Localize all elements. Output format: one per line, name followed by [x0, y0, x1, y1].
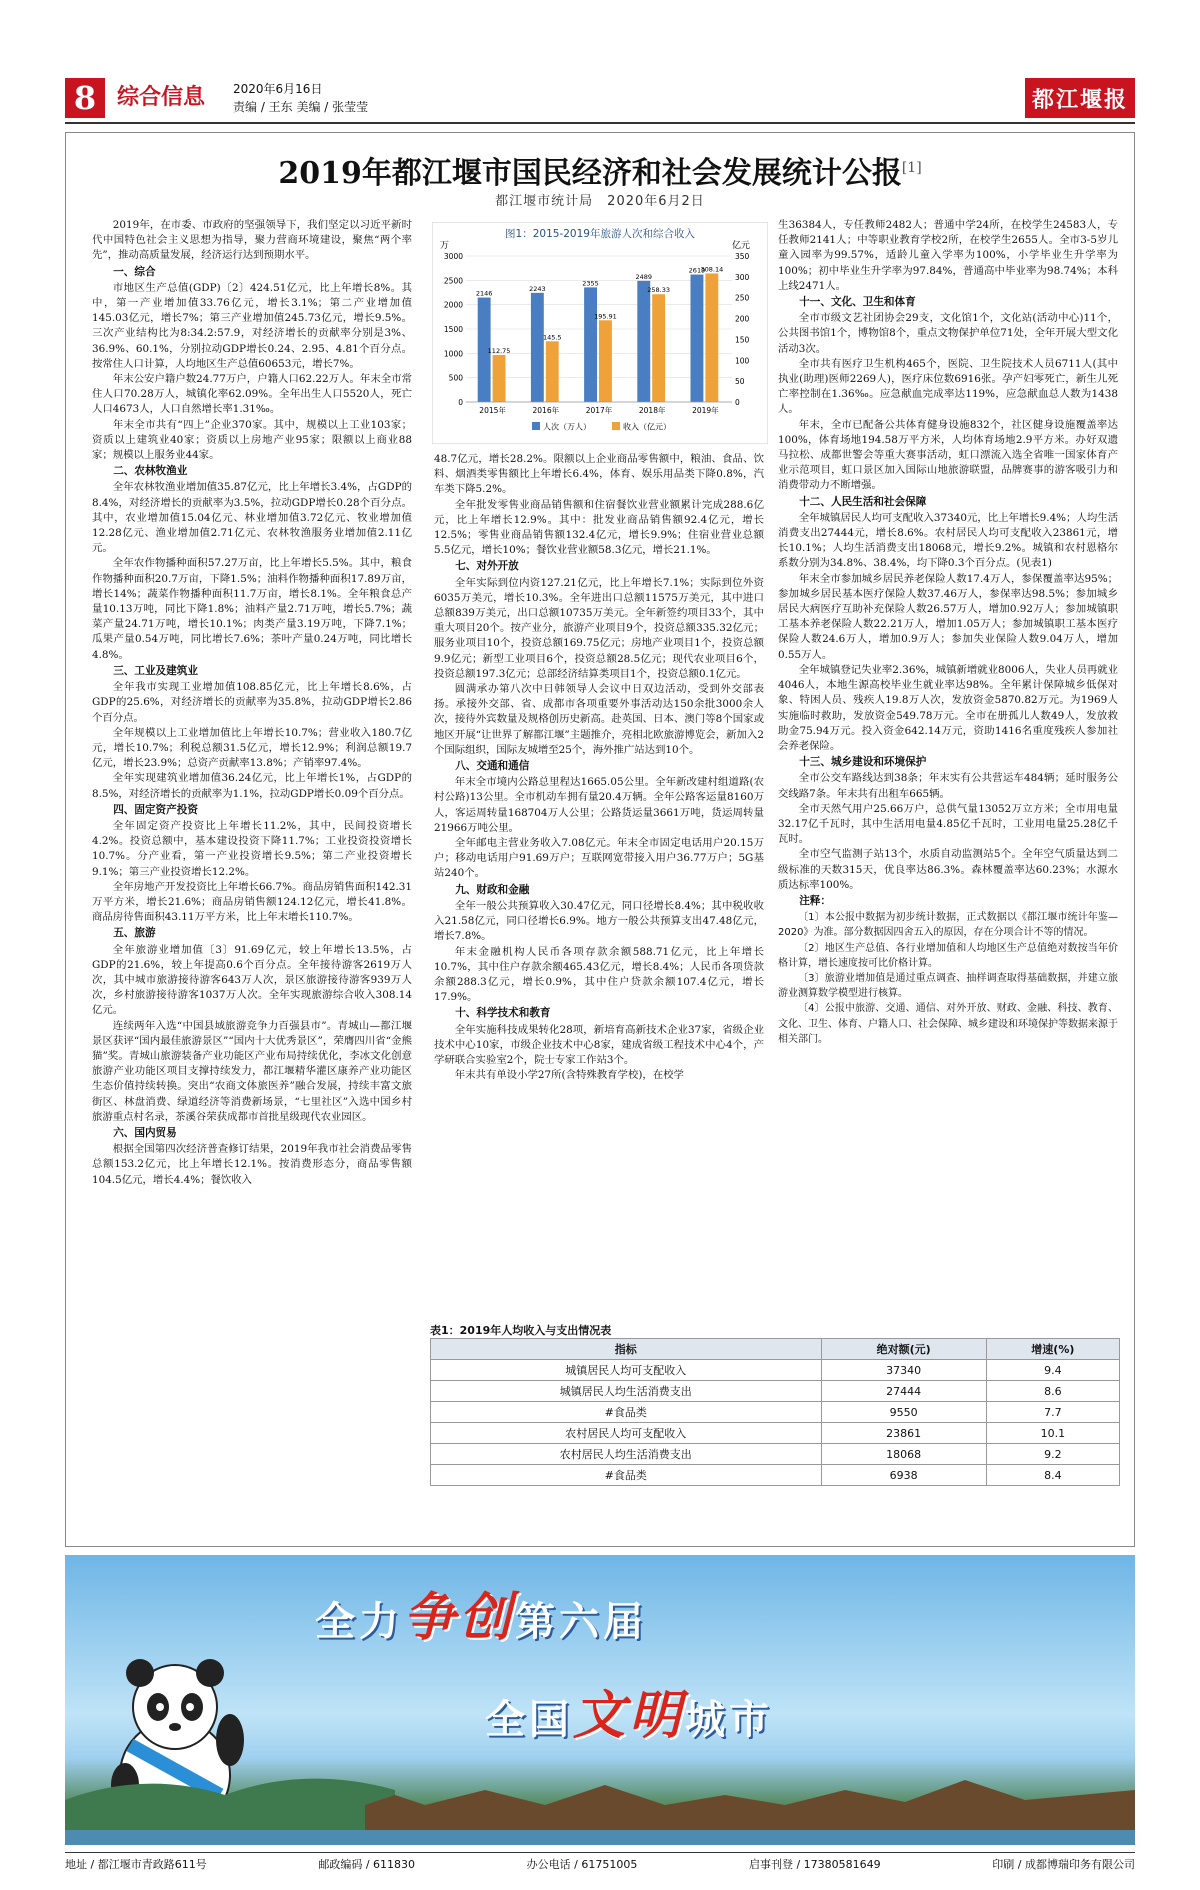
table-cell: 37340 — [821, 1360, 986, 1381]
footer-notice: 启事刊登 / 17380581649 — [748, 1858, 881, 1871]
footnote: 〔3〕旅游业增加值是通过重点调查、抽样调查取得基础数据，并建立旅游业测算数学模型进行核算。 — [778, 972, 1118, 1000]
right-tick-label: 350 — [735, 252, 750, 261]
table-row — [431, 1402, 1120, 1423]
right-unit: 亿元 — [732, 241, 751, 251]
footer-printer: 印刷 / 成都博瑞印务有限公司 — [992, 1858, 1135, 1871]
paragraph: 全年一般公共预算收入30.47亿元，同口径增长8.4%；其中税收收入21.58亿元，同口径增长6.9%。地方一般公共预算支出47.48亿元，增长7.8%。 — [434, 899, 764, 943]
table-cell: 8.4 — [986, 1465, 1119, 1486]
banner-text: 城市 — [685, 1697, 774, 1743]
table-cell: 6938 — [821, 1465, 986, 1486]
table-cell: 9.2 — [986, 1444, 1119, 1465]
paragraph: 年末全市参加城乡居民养老保险人数17.4万人，参保覆盖率达95%；参加城乡居民基本医疗保险人数37.46万人，参保率达98.5%；参加城乡居民大病医疗互助补充保险人数26.57万人，增加0.92万人；参加城镇职工基本养老保险人数22.21万人，增加1.05万人；参加城镇职工基本医疗保险人数24.6万人，增加0.9万人；参加失业保险人数9.04万人，增加0.55万人。 — [778, 572, 1118, 661]
data-label: 2355 — [582, 279, 599, 288]
paragraph: 年末，全市已配备公共体育健身设施832个，社区健身设施覆盖率达100%，体育场地194.58万平方米，人均体育场地2.9平方米。办好双遗马拉松、成都世警会等重大赛事活动，虹口漂流入选全省唯一国家体育产业示范项目，虹口景区加入国际山地旅游联盟，品牌赛事的游客吸引力和消费带动力不断增强。 — [778, 418, 1118, 492]
paragraph: 市地区生产总值(GDP)〔2〕424.51亿元，比上年增长8%。其中，第一产业增加值33.76亿元，增长3.1%；第二产业增加值145.03亿元，增长7%；第三产业增加值245.73亿元，增长9.5%。三次产业结构比为8:34.2:57.9，对经济增长的贡献率分别是3%、36.9%、60.1%，分别拉动GDP增长0.24、2.95、4.81个百分点。按常住人口计算，人均地区生产总值60653元，增长7%。 — [92, 281, 412, 370]
legend-label: 人次（万人） — [543, 422, 591, 432]
right-tick-label: 100 — [735, 356, 750, 366]
left-tick-label: 3000 — [443, 252, 463, 261]
data-label: 2619 — [688, 266, 706, 275]
data-label: 195.91 — [594, 312, 617, 321]
footnote: 〔1〕本公报中数据为初步统计数据，正式数据以《都江堰市统计年鉴—2020》为准。部分数据因四舍五入的原因，存在分项合计不等的情况。 — [778, 912, 1118, 939]
paragraph: 全市天然气用户25.66万户，总供气量13052万立方米；全市用电量32.17亿千瓦时，其中生活用电量4.85亿千瓦时，工业用电量25.28亿千瓦时。 — [778, 802, 1118, 846]
left-tick-label: 2000 — [443, 300, 463, 310]
bar-visitors — [691, 275, 704, 402]
data-label: 2489 — [635, 272, 653, 281]
paragraph: 年末全市境内公路总里程达1665.05公里。全年新改建村组道路(农村公路)13公里。全市机动车拥有量20.4万辆。全年公路客运量8160万人，客运周转量168704万人公里；公路货运量3661万吨，货运周转量21966万吨公里。 — [434, 776, 764, 834]
editors: 责编 / 王东 美编 / 张莹莹 — [233, 100, 369, 114]
table-cell: 10.1 — [986, 1423, 1119, 1444]
category-label: 2018年 — [638, 406, 666, 415]
table-header-cell: 增速(%) — [986, 1339, 1119, 1360]
banner-text: 全力 — [315, 1599, 403, 1645]
paragraph: 全年实现建筑业增加值36.24亿元，比上年增长1%，占GDP的8.5%，对经济增长的贡献率为1.1%，拉动GDP增长0.09个百分点。 — [92, 772, 412, 800]
paragraph: 年末共有单设小学27所(含特殊教育学校)，在校学 — [454, 1069, 684, 1082]
paragraph: 全年规模以上工业增加值比上年增长10.7%；营业收入180.7亿元，增长10.7%；利税总额31.5亿元，增长12.9%；利润总额19.7亿元，增长23.9%；总资产贡献率13.8%；产销率97.4%。 — [92, 726, 412, 770]
right-tick-label: 150 — [735, 335, 750, 345]
section-heading: 十三、城乡建设和环境保护 — [799, 756, 927, 769]
paragraph: 全年邮电主营业务收入7.08亿元。年末全市固定电话用户20.15万户；移动电话用户91.69万户；互联网宽带接入用户36.77万户；5G基站240个。 — [434, 837, 764, 880]
category-label: 2017年 — [585, 406, 613, 415]
civilization-banner — [65, 1555, 1135, 1845]
paragraph: 全年城镇居民人均可支配收入37340元，比上年增长9.4%；人均生活消费支出27444元，增长8.6%。农村居民人均可支配收入23861元，增长10.1%；人均生活消费支出18068元，增长9.2%。城镇和农村恩格尔系数分别为34.8%、38.4%，均下降0.3个百分点。(见表1) — [778, 511, 1118, 570]
bar-income — [599, 320, 612, 402]
text-column-3 — [778, 218, 1118, 1318]
bar-income — [493, 355, 506, 402]
banner-slogan-line1 — [315, 1575, 647, 1650]
title-note: [1] — [901, 160, 922, 176]
left-tick-label: 1000 — [443, 349, 463, 359]
banner-highlight: 争创 — [403, 1588, 516, 1648]
table-cell: 农村居民人均可支配收入 — [431, 1423, 822, 1444]
issue-date: 2020年6月16日 — [233, 82, 323, 96]
bar-visitors — [531, 293, 544, 402]
table-cell: 城镇居民人均生活消费支出 — [431, 1381, 822, 1402]
category-label: 2019年 — [692, 406, 719, 415]
left-unit: 万 — [440, 241, 450, 251]
header-rule — [65, 122, 1135, 124]
bar-income — [652, 294, 665, 402]
left-tick-label: 2500 — [443, 276, 463, 286]
table-cell: 农村居民人均生活消费支出 — [431, 1444, 822, 1465]
paragraph: 圆满承办第八次中日韩领导人会议中日双边活动，受到外交部表扬。承接外交部、省、成都市各项重要外事活动达150余批3000余人次，接待外宾数量及规格创历史新高。赴英国、日本、澳门等8个国家或地区开展“让世界了解都江堰”主题推介，亮相北欧旅游博览会，新加入2个国际组织，国际友城增至25个，海外推广站达到10个。 — [434, 683, 764, 756]
left-tick-label: 500 — [448, 373, 463, 383]
footnote: 〔2〕地区生产总值、各行业增加值和人均地区生产总值绝对数按当年价格计算，增长速度按可比价格计算。 — [778, 942, 1118, 969]
right-tick-label: 200 — [735, 314, 750, 324]
section-heading: 一、综合 — [113, 265, 156, 278]
table-row — [431, 1360, 1120, 1381]
table-cell: 7.7 — [986, 1402, 1119, 1423]
category-label: 2016年 — [532, 406, 560, 415]
table-row — [431, 1381, 1120, 1402]
paragraph: 全年农作物播种面积57.27万亩，比上年增长5.5%。其中，粮食作物播种面积20.7万亩，下降1.5%；油料作物播种面积17.89万亩，增长14%；蔬菜作物播种面积11.7万亩，增长8.1%。全年粮食总产量10.13万吨，同比下降1.8%；油料产量2.71万吨，增长5.7%；蔬菜产量24.71万吨，增长10.1%；肉类产量3.19万吨，下降7.1%；瓜果产量0.54万吨，同比增长7.6%；茶叶产量0.24万吨，同比增长4.8%。 — [92, 557, 412, 661]
text-column-2 — [434, 452, 764, 1320]
text-column-1 — [92, 218, 412, 1538]
bar-visitors — [584, 287, 597, 402]
section-heading: 三、工业及建筑业 — [113, 664, 198, 677]
paragraph: 全市公交车路线达到38条；年末实有公共营运车484辆；延时服务公交线路7条。年末共有出租车665辆。 — [778, 772, 1118, 800]
article-title-text: 2019年都江堰市国民经济和社会发展统计公报 — [278, 156, 902, 191]
table-cell: 27444 — [821, 1381, 986, 1402]
table-row — [431, 1465, 1120, 1486]
paragraph: 全年固定资产投资比上年增长11.2%，其中，民间投资增长4.2%。投资总额中，基本建设投资下降11.7%；工业投资投资增长10.7%。分产业看，第一产业投资增长9.5%；第二产业投资增长9.1%；第三产业投资增长12.2%。 — [92, 819, 412, 878]
paragraph: 全年城镇登记失业率2.36%，城镇新增就业8006人，失业人员再就业4046人，本地生源高校毕业生就业率达98%。全年累计保障城乡低保对象、特困人员、残疾人19.8万人次，发放资金5870.82万元。为1969人实施临时救助，发放资金549.78万元。全市在册孤儿人数49人，发放救助金75.94万元。投入资金642.14万元，资助1416名重度残疾人参加社会养老保险。 — [778, 663, 1118, 752]
bar-visitors — [637, 281, 650, 402]
section-heading: 七、对外开放 — [455, 560, 519, 573]
section-heading: 二、农林牧渔业 — [113, 465, 188, 478]
section-heading: 九、财政和金融 — [455, 883, 530, 896]
chart-title: 图1：2015-2019年旅游人次和综合收入 — [505, 228, 695, 240]
paragraph: 年末全市共有“四上”企业370家。其中，规模以上工业103家；资质以上建筑业40家；资质以上房地产业95家；限额以上商业88家；规模以上服务业44家。 — [92, 418, 412, 462]
paragraph: 年末金融机构人民币各项存款余额588.71亿元，比上年增长10.7%，其中住户存款余额465.43亿元，增长8.4%；人民币各项贷款余额288.3亿元，增长0.9%，其中住户贷款余额107.4亿元，增长17.9%。 — [434, 945, 764, 1004]
section-name: 综合信息 — [117, 85, 206, 110]
section-heading: 六、国内贸易 — [113, 1126, 177, 1139]
paragraph: 全年旅游业增加值〔3〕91.69亿元，较上年增长13.5%，占GDP的21.6%，较上年提高0.6个百分点。全年接待游客2619万人次，其中城市旅游接待游客643万人次，景区旅游接待游客939万人次，乡村旅游接待游客1037万人次。全年实现旅游综合收入308.14亿元。 — [92, 943, 412, 1017]
bar-income — [546, 341, 559, 402]
footer-rule — [65, 1852, 1135, 1853]
article-title — [65, 148, 1135, 192]
table-cell: #食品类 — [431, 1402, 822, 1423]
section-heading: 十一、文化、卫生和体育 — [799, 296, 916, 309]
data-label: 2146 — [475, 289, 493, 298]
banner-text: 第六届 — [515, 1599, 648, 1645]
table-cell: 9.4 — [986, 1360, 1119, 1381]
footer-postcode: 邮政编码 / 611830 — [318, 1858, 416, 1871]
right-tick-label: 250 — [735, 293, 750, 303]
page-footer — [65, 1856, 1135, 1872]
footer-address: 地址 / 都江堰市青政路611号 — [65, 1858, 207, 1871]
footer-phone: 办公电话 / 61751005 — [526, 1858, 638, 1871]
section-heading: 四、固定资产投资 — [113, 803, 198, 816]
left-tick-label: 0 — [458, 398, 463, 407]
table-cell: 23861 — [821, 1423, 986, 1444]
table-header-cell: 指标 — [431, 1339, 822, 1360]
banner-text: 全国 — [485, 1697, 573, 1743]
paragraph: 全年我市实现工业增加值108.85亿元，比上年增长8.6%，占GDP的25.6%，对经济增长的贡献率为35.8%，拉动GDP增长2.86个百分点。 — [92, 681, 412, 724]
right-tick-label: 300 — [735, 272, 750, 282]
bar-income — [705, 273, 718, 402]
table-cell: #食品类 — [431, 1465, 822, 1486]
section-heading: 注释： — [799, 894, 831, 907]
paragraph: 生36384人，专任教师2482人；普通中学24所，在校学生24583人，专任教师2141人；中等职业教育学校2所，在校学生2655人。全市3-5岁儿童入园率为99.57%，适龄儿童入学率为100%，小学毕业生升学率为100%；初中毕业生升学率为97.84%，普通高中毕业率为98.74%；本科上线2471人。 — [778, 219, 1118, 292]
paragraph: 全年农林牧渔业增加值35.87亿元，比上年增长3.4%，占GDP的8.4%，对经济增长的贡献率为3.5%，拉动GDP增长0.28个百分点。其中，农业增加值15.04亿元、林业增加值3.72亿元、牧业增加值12.28亿元、渔业增加值2.71亿元、农林牧渔服务业增加值2.11亿元。 — [92, 481, 412, 555]
paragraph: 连续两年入选“中国县域旅游竞争力百强县市”。青城山—都江堰景区获评“国内最佳旅游景区”“国内十大优秀景区”，荣膺四川省“金熊猫”奖。青城山旅游装备产业功能区产业布局持续优化，李冰文化创意旅游产业功能区项目支撑持续发力，都江堰精华灌区康养产业功能区生态价值持续转换。突出“农商文体旅医养”融合发展，持续丰富文旅街区、林盘消费、绿道经济等消费新场景，“七里社区”入选中国乡村旅游重点村名录，茶溪谷荣获成都市首批星级现代农业园区。 — [92, 1019, 412, 1123]
right-tick-label: 50 — [735, 377, 745, 387]
left-tick-label: 1500 — [443, 325, 463, 334]
legend-swatch — [612, 422, 620, 430]
data-label: 2243 — [529, 284, 546, 293]
table-cell: 城镇居民人均可支配收入 — [431, 1360, 822, 1381]
article-byline: 都江堰市统计局 2020年6月2日 — [495, 194, 705, 209]
data-label: 308.14 — [700, 265, 724, 274]
tourism-chart — [432, 222, 768, 444]
paragraph: 全年批发零售业商品销售额和住宿餐饮业营业额累计完成288.6亿元，比上年增长12.9%。其中：批发业商品销售额92.4亿元，增长12.5%；零售业商品销售额132.4亿元，增长9.9%；住宿业营业总额5.5亿元，增长10%；餐饮业营业额58.3亿元，增长21.1%。 — [434, 498, 764, 557]
right-tick-label: 0 — [735, 398, 740, 407]
paragraph: 全年实际到位内资127.21亿元，比上年增长7.1%；实际到位外资6035万美元，增长10.3%。全年进出口总额11575万美元，其中进口总额839万美元，出口总额10735万美元。全年新签约项目33个，其中重大项目20个。按产业分，旅游产业项目9个，投资总额335.32亿元；服务业项目10个，投资总额169.75亿元；房地产业项目1个，投资总额9.9亿元；新型工业项目6个，投资总额28.5亿元；现代农业项目6个，投资总额197.3亿元；总部经济结算类项目1个，投资总额0.1亿元。 — [434, 576, 764, 680]
masthead-logo: 都江堰报 — [1025, 78, 1135, 118]
footnote: 〔4〕公报中旅游、交通、通信、对外开放、财政、金融、科技、教育、文化、卫生、体育、户籍人口、社会保障、城乡建设和环境保护等数据来源于相关部门。 — [778, 1003, 1118, 1045]
section-heading: 五、旅游 — [113, 927, 156, 940]
table-header-cell: 绝对额(元) — [821, 1339, 986, 1360]
table-row — [431, 1423, 1120, 1444]
paragraph: 根据全国第四次经济普查修订结果，2019年我市社会消费品零售总额153.2亿元，比上年增长12.1%。按消费形态分，商品零售额104.5亿元，增长4.4%；餐饮收入 — [92, 1143, 412, 1186]
table-cell: 8.6 — [986, 1381, 1119, 1402]
paragraph: 全年房地产开发投资比上年增长66.7%。商品房销售面积142.31万平方米，增长21.6%；商品房销售额124.12亿元，增长41.8%。商品房待售面积43.11万平方米，比上年末增长110.7%。 — [92, 880, 412, 924]
paragraph: 48.7亿元，增长28.2%。限额以上企业商品零售额中，粮油、食品、饮料、烟酒类零售额比上年增长6.4%，体育、娱乐用品类下降0.8%，汽车类下降5.2%。 — [434, 453, 764, 496]
section-heading: 十二、人民生活和社会保障 — [799, 495, 927, 508]
banner-slogan-line2 — [485, 1673, 773, 1748]
table-cell: 18068 — [821, 1444, 986, 1465]
paragraph: 2019年，在市委、市政府的坚强领导下，我们坚定以习近平新时代中国特色社会主义思想为指导，聚力营商环境建设，聚焦“两个率先”，推动高质量发展，经济运行达到预期水平。 — [92, 219, 412, 262]
table-row — [431, 1444, 1120, 1465]
legend-label: 收入（亿元） — [623, 422, 671, 432]
page-number: 8 — [65, 78, 105, 118]
paragraph: 全市空气监测子站13个，水质自动监测站5个。全年空气质量达到二级标准的天数315天，优良率达86.3%。森林覆盖率达60.23%；水源水质达标率100%。 — [778, 848, 1118, 891]
paragraph: 全市共有医疗卫生机构465个，医院、卫生院技术人员6711人(其中执业(助理)医师2269人)，医疗床位数6916张。孕产妇零死亡，新生儿死亡率控制在1.36‰。应急献血完成率达119%，应急献血总人数为1438人。 — [778, 357, 1118, 416]
section-heading: 八、交通和通信 — [455, 760, 530, 773]
table-title: 表1：2019年人均收入与支出情况表 — [430, 1324, 612, 1337]
category-label: 2015年 — [479, 406, 506, 415]
paragraph: 全市市级文艺社团协会29支，文化馆1个，文化站(活动中心)11个，公共图书馆1个，博物馆8个，重点文物保护单位71处，全年开展大型文化活动3次。 — [778, 312, 1118, 355]
income-table — [430, 1338, 1120, 1486]
page-header — [65, 78, 1135, 118]
data-label: 145.5 — [542, 333, 562, 342]
table-cell: 9550 — [821, 1402, 986, 1423]
data-label: 112.75 — [487, 346, 511, 355]
legend-swatch — [532, 422, 540, 430]
data-label: 258.33 — [647, 286, 671, 295]
banner-highlight: 文明 — [573, 1686, 686, 1746]
paragraph: 全年实施科技成果转化28项，新培育高新技术企业37家，省级企业技术中心10家，市级企业技术中心8家，建成省级工程技术中心4个，产学研联合实验室2个，院士专家工作站3个。 — [434, 1023, 764, 1066]
paragraph: 年末公安户籍户数24.77万户，户籍人口62.22万人。年末全市常住人口70.28万人，城镇化率62.09%。全年出生人口5520人，死亡人口4673人，人口自然增长率1.31‰。 — [92, 373, 412, 416]
scenic-skyline — [65, 1760, 1135, 1845]
section-heading: 十、科学技术和教育 — [455, 1007, 551, 1020]
